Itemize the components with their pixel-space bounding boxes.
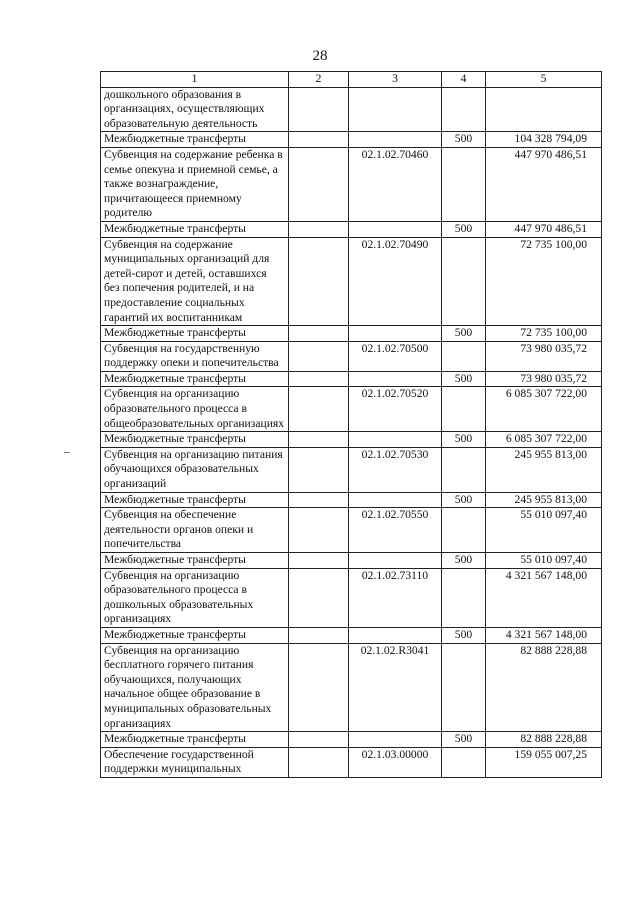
header-col-5: 5	[486, 72, 602, 88]
row-empty-cell	[289, 221, 349, 237]
row-code-cell: 02.1.03.00000	[349, 747, 442, 777]
row-empty-cell	[289, 371, 349, 387]
row-amount-cell: 104 328 794,09	[486, 132, 602, 148]
row-amount-cell: 82 888 228,88	[486, 643, 602, 732]
row-group-cell	[442, 147, 486, 221]
row-code-cell: 02.1.02.73110	[349, 568, 442, 627]
row-amount-cell: 82 888 228,88	[486, 732, 602, 748]
row-name-cell: дошкольного образования в организациях, осуществляющих образовательную деятельность	[101, 87, 289, 132]
table-row	[101, 147, 602, 221]
row-empty-cell	[289, 747, 349, 777]
table-row	[101, 87, 602, 132]
row-name-cell: Субвенция на организацию бесплатного горячего питания обучающихся, получающих начальное общее образование в муниципальных образовательных организациях	[101, 643, 289, 732]
row-empty-cell	[289, 147, 349, 221]
row-amount-cell: 72 735 100,00	[486, 237, 602, 326]
row-amount-cell: 4 321 567 148,00	[486, 627, 602, 643]
row-name-cell: Субвенция на содержание ребенка в семье опекуна и приемной семье, а также вознаграждение, причитающееся приемному родителю	[101, 147, 289, 221]
row-name-cell: Межбюджетные трансферты	[101, 492, 289, 508]
row-code-cell	[349, 132, 442, 148]
row-group-cell	[442, 568, 486, 627]
row-group-cell: 500	[442, 553, 486, 569]
row-group-cell: 500	[442, 132, 486, 148]
row-empty-cell	[289, 132, 349, 148]
page-number: 28	[312, 48, 328, 64]
table-row	[101, 237, 602, 326]
table-row	[101, 371, 602, 387]
row-amount-cell: 55 010 097,40	[486, 508, 602, 553]
table-row	[101, 627, 602, 643]
table-row	[101, 643, 602, 732]
row-name-cell: Межбюджетные трансферты	[101, 371, 289, 387]
header-row	[101, 72, 602, 88]
row-code-cell	[349, 432, 442, 448]
row-amount-cell: 159 055 007,25	[486, 747, 602, 777]
table-row	[101, 508, 602, 553]
header-col-1: 1	[101, 72, 289, 88]
header-col-3: 3	[349, 72, 442, 88]
row-name-cell: Межбюджетные трансферты	[101, 732, 289, 748]
row-empty-cell	[289, 553, 349, 569]
row-group-cell	[442, 447, 486, 492]
header-col-4: 4	[442, 72, 486, 88]
row-name-cell: Межбюджетные трансферты	[101, 553, 289, 569]
row-empty-cell	[289, 447, 349, 492]
row-group-cell: 500	[442, 492, 486, 508]
row-amount-cell	[486, 87, 602, 132]
row-empty-cell	[289, 492, 349, 508]
row-empty-cell	[289, 237, 349, 326]
row-code-cell	[349, 87, 442, 132]
row-group-cell: 500	[442, 627, 486, 643]
row-amount-cell: 447 970 486,51	[486, 221, 602, 237]
row-code-cell: 02.1.02.70490	[349, 237, 442, 326]
row-code-cell: 02.1.02.70520	[349, 387, 442, 432]
row-code-cell: 02.1.02.70500	[349, 341, 442, 371]
row-code-cell	[349, 326, 442, 342]
table-row	[101, 492, 602, 508]
row-code-cell	[349, 221, 442, 237]
row-code-cell: 02.1.02.70530	[349, 447, 442, 492]
row-group-cell: 500	[442, 732, 486, 748]
row-name-cell: Межбюджетные трансферты	[101, 221, 289, 237]
row-empty-cell	[289, 341, 349, 371]
table-row	[101, 553, 602, 569]
table-row	[101, 341, 602, 371]
row-amount-cell: 55 010 097,40	[486, 553, 602, 569]
row-empty-cell	[289, 627, 349, 643]
row-group-cell: 500	[442, 432, 486, 448]
row-amount-cell: 245 955 813,00	[486, 492, 602, 508]
row-amount-cell: 6 085 307 722,00	[486, 432, 602, 448]
table-row	[101, 432, 602, 448]
row-name-cell: Межбюджетные трансферты	[101, 432, 289, 448]
table-row	[101, 221, 602, 237]
row-amount-cell: 72 735 100,00	[486, 326, 602, 342]
row-name-cell: Межбюджетные трансферты	[101, 326, 289, 342]
table-row	[101, 747, 602, 777]
row-name-cell: Обеспечение государственной поддержки муниципальных	[101, 747, 289, 777]
row-code-cell	[349, 627, 442, 643]
row-empty-cell	[289, 568, 349, 627]
row-name-cell: Межбюджетные трансферты	[101, 132, 289, 148]
table-row	[101, 387, 602, 432]
row-code-cell: 02.1.02.70460	[349, 147, 442, 221]
budget-table	[100, 71, 602, 778]
row-amount-cell: 447 970 486,51	[486, 147, 602, 221]
row-code-cell	[349, 553, 442, 569]
row-amount-cell: 4 321 567 148,00	[486, 568, 602, 627]
row-name-cell: Субвенция на содержание муниципальных организаций для детей-сирот и детей, оставшихся без попечения родителей, и на предоставление социальных гарантий их воспитанникам	[101, 237, 289, 326]
row-group-cell	[442, 87, 486, 132]
table-row	[101, 732, 602, 748]
row-empty-cell	[289, 643, 349, 732]
row-group-cell	[442, 237, 486, 326]
row-code-cell	[349, 371, 442, 387]
row-empty-cell	[289, 326, 349, 342]
table-body	[101, 87, 602, 777]
row-amount-cell: 73 980 035,72	[486, 341, 602, 371]
row-amount-cell: 245 955 813,00	[486, 447, 602, 492]
row-empty-cell	[289, 87, 349, 132]
row-empty-cell	[289, 508, 349, 553]
row-name-cell: Межбюджетные трансферты	[101, 627, 289, 643]
row-code-cell	[349, 732, 442, 748]
table-row	[101, 132, 602, 148]
row-code-cell: 02.1.02.R3041	[349, 643, 442, 732]
table-row	[101, 326, 602, 342]
row-name-cell: Субвенция на организацию питания обучающихся образовательных организаций	[101, 447, 289, 492]
row-name-cell: Субвенция на государственную поддержку опеки и попечительства	[101, 341, 289, 371]
row-amount-cell: 6 085 307 722,00	[486, 387, 602, 432]
row-name-cell: Субвенция на обеспечение деятельности органов опеки и попечительства	[101, 508, 289, 553]
row-name-cell: Субвенция на организацию образовательного процесса в дошкольных образовательных организациях	[101, 568, 289, 627]
row-group-cell: 500	[442, 371, 486, 387]
row-group-cell: 500	[442, 221, 486, 237]
row-empty-cell	[289, 732, 349, 748]
row-amount-cell: 73 980 035,72	[486, 371, 602, 387]
row-name-cell: Субвенция на организацию образовательного процесса в общеобразовательных организациях	[101, 387, 289, 432]
row-group-cell	[442, 341, 486, 371]
table-row	[101, 568, 602, 627]
row-empty-cell	[289, 387, 349, 432]
margin-mark	[64, 452, 70, 453]
row-empty-cell	[289, 432, 349, 448]
table-row	[101, 447, 602, 492]
row-code-cell	[349, 492, 442, 508]
row-group-cell	[442, 643, 486, 732]
row-group-cell	[442, 508, 486, 553]
row-code-cell: 02.1.02.70550	[349, 508, 442, 553]
header-col-2: 2	[289, 72, 349, 88]
row-group-cell	[442, 747, 486, 777]
row-group-cell	[442, 387, 486, 432]
row-group-cell: 500	[442, 326, 486, 342]
